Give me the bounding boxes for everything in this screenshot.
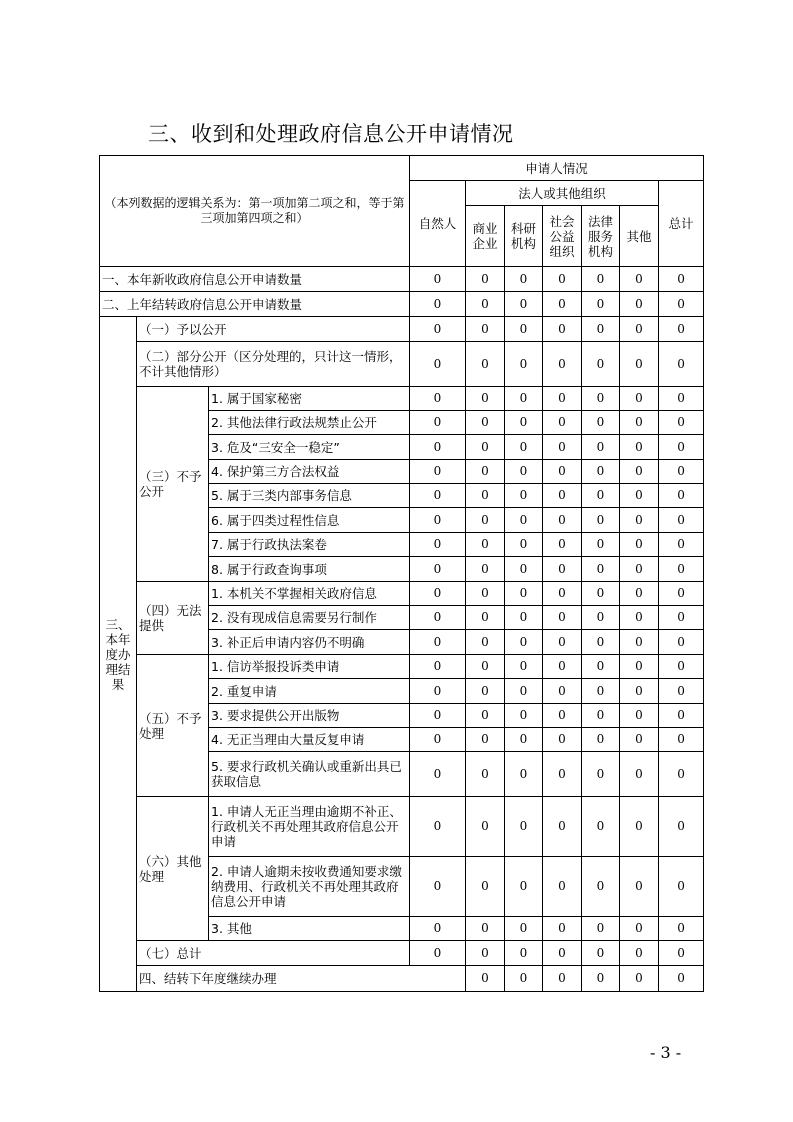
cell-value: 0 bbox=[659, 630, 704, 655]
cell-value: 0 bbox=[505, 292, 543, 317]
cell-value: 0 bbox=[466, 966, 505, 992]
cell-value: 0 bbox=[582, 966, 620, 992]
cell-value: 0 bbox=[659, 557, 704, 582]
cell-value: 0 bbox=[659, 704, 704, 728]
header-commercial: 商业企业 bbox=[466, 206, 505, 267]
table-row bbox=[100, 966, 704, 992]
cell-value: 0 bbox=[410, 460, 466, 484]
cell-value: 0 bbox=[466, 752, 505, 797]
cell-value: 0 bbox=[505, 533, 543, 557]
cell-value: 0 bbox=[466, 728, 505, 752]
cell-value: 0 bbox=[620, 752, 659, 797]
group-label: （六）其他处理 bbox=[137, 797, 209, 941]
cell-value: 0 bbox=[505, 387, 543, 411]
cell-value: 0 bbox=[582, 292, 620, 317]
row-label: 2. 重复申请 bbox=[209, 679, 410, 704]
cell-value: 0 bbox=[620, 606, 659, 630]
cell-value: 0 bbox=[505, 508, 543, 533]
header-note: （本列数据的逻辑关系为：第一项加第二项之和，等于第三项加第四项之和） bbox=[100, 156, 410, 267]
cell-value: 0 bbox=[543, 484, 582, 508]
cell-value: 0 bbox=[410, 267, 466, 292]
cell-value: 0 bbox=[543, 966, 582, 992]
cell-value: 0 bbox=[620, 508, 659, 533]
cell-value: 0 bbox=[620, 317, 659, 342]
cell-value: 0 bbox=[543, 533, 582, 557]
cell-value: 0 bbox=[505, 728, 543, 752]
cell-value: 0 bbox=[543, 630, 582, 655]
cell-value: 0 bbox=[620, 411, 659, 435]
table-row bbox=[100, 655, 704, 679]
cell-value: 0 bbox=[466, 292, 505, 317]
cell-value: 0 bbox=[410, 435, 466, 460]
cell-value: 0 bbox=[505, 630, 543, 655]
cell-value: 0 bbox=[582, 857, 620, 917]
cell-value: 0 bbox=[466, 317, 505, 342]
cell-value: 0 bbox=[620, 655, 659, 679]
cell-value: 0 bbox=[543, 508, 582, 533]
cell-value: 0 bbox=[582, 606, 620, 630]
cell-value: 0 bbox=[582, 460, 620, 484]
cell-value: 0 bbox=[505, 435, 543, 460]
cell-value: 0 bbox=[410, 508, 466, 533]
cell-value: 0 bbox=[505, 267, 543, 292]
cell-value: 0 bbox=[659, 342, 704, 387]
cell-value: 0 bbox=[620, 966, 659, 992]
cell-value: 0 bbox=[543, 728, 582, 752]
cell-value: 0 bbox=[505, 917, 543, 941]
table-row bbox=[100, 797, 704, 857]
header-applicant: 申请人情况 bbox=[410, 156, 704, 181]
row-label: 1. 信访举报投诉类申请 bbox=[209, 655, 410, 679]
row-label: 3. 补正后申请内容仍不明确 bbox=[209, 630, 410, 655]
row-label: 3. 其他 bbox=[209, 917, 410, 941]
row-label: 5. 要求行政机关确认或重新出具已获取信息 bbox=[209, 752, 410, 797]
cell-value: 0 bbox=[505, 606, 543, 630]
cell-value: 0 bbox=[410, 704, 466, 728]
cell-value: 0 bbox=[505, 966, 543, 992]
cell-value: 0 bbox=[659, 606, 704, 630]
section3-label: 三、本年度办理结果 bbox=[100, 317, 137, 992]
cell-value: 0 bbox=[505, 655, 543, 679]
cell-value: 0 bbox=[659, 797, 704, 857]
header-social-welfare: 社会公益组织 bbox=[543, 206, 582, 267]
cell-value: 0 bbox=[410, 411, 466, 435]
cell-value: 0 bbox=[659, 411, 704, 435]
cell-value: 0 bbox=[543, 655, 582, 679]
cell-value: 0 bbox=[659, 728, 704, 752]
cell-value: 0 bbox=[620, 342, 659, 387]
cell-value: 0 bbox=[582, 557, 620, 582]
row-label: 5. 属于三类内部事务信息 bbox=[209, 484, 410, 508]
cell-value: 0 bbox=[466, 917, 505, 941]
cell-value: 0 bbox=[505, 460, 543, 484]
cell-value: 0 bbox=[466, 941, 505, 966]
cell-value: 0 bbox=[659, 435, 704, 460]
row-label: 3. 危及“三安全一稳定” bbox=[209, 435, 410, 460]
cell-value: 0 bbox=[543, 267, 582, 292]
cell-value: 0 bbox=[466, 630, 505, 655]
cell-value: 0 bbox=[410, 857, 466, 917]
cell-value: 0 bbox=[466, 484, 505, 508]
cell-value: 0 bbox=[410, 317, 466, 342]
cell-value: 0 bbox=[466, 857, 505, 917]
cell-value: 0 bbox=[466, 508, 505, 533]
cell-value: 0 bbox=[620, 292, 659, 317]
cell-value: 0 bbox=[543, 704, 582, 728]
cell-value: 0 bbox=[410, 387, 466, 411]
cell-value: 0 bbox=[505, 411, 543, 435]
cell-value: 0 bbox=[410, 606, 466, 630]
table-row bbox=[100, 292, 704, 317]
cell-value: 0 bbox=[582, 630, 620, 655]
cell-value: 0 bbox=[410, 292, 466, 317]
cell-value: 0 bbox=[582, 704, 620, 728]
table-row bbox=[100, 582, 704, 606]
row-label: 6. 属于四类过程性信息 bbox=[209, 508, 410, 533]
cell-value: 0 bbox=[582, 752, 620, 797]
cell-value: 0 bbox=[410, 797, 466, 857]
cell-value: 0 bbox=[543, 411, 582, 435]
header-legal-person-group: 法人或其他组织 bbox=[466, 181, 659, 206]
row-label: 3. 要求提供公开出版物 bbox=[209, 704, 410, 728]
cell-value: 0 bbox=[659, 857, 704, 917]
cell-value: 0 bbox=[466, 655, 505, 679]
row-label: 8. 属于行政查询事项 bbox=[209, 557, 410, 582]
table-row bbox=[100, 387, 704, 411]
cell-value: 0 bbox=[582, 484, 620, 508]
cell-value: 0 bbox=[410, 679, 466, 704]
cell-value: 0 bbox=[659, 533, 704, 557]
table-row bbox=[100, 267, 704, 292]
header-natural-person: 自然人 bbox=[410, 181, 466, 267]
cell-value: 0 bbox=[543, 606, 582, 630]
row-label: （二）部分公开（区分处理的，只计这一情形，不计其他情形） bbox=[137, 342, 410, 387]
header-total: 总计 bbox=[659, 181, 704, 267]
cell-value: 0 bbox=[582, 342, 620, 387]
cell-value: 0 bbox=[582, 533, 620, 557]
header-research: 科研机构 bbox=[505, 206, 543, 267]
cell-value: 0 bbox=[659, 679, 704, 704]
cell-value: 0 bbox=[582, 797, 620, 857]
group-label: （四）无法提供 bbox=[137, 582, 209, 655]
cell-value: 0 bbox=[620, 267, 659, 292]
row-label: （一）予以公开 bbox=[137, 317, 410, 342]
cell-value: 0 bbox=[410, 941, 466, 966]
cell-value: 0 bbox=[543, 797, 582, 857]
cell-value: 0 bbox=[505, 752, 543, 797]
group-label: （三）不予公开 bbox=[137, 387, 209, 582]
cell-value: 0 bbox=[543, 317, 582, 342]
cell-value: 0 bbox=[659, 292, 704, 317]
cell-value: 0 bbox=[659, 317, 704, 342]
table-row bbox=[100, 317, 704, 342]
cell-value: 0 bbox=[505, 679, 543, 704]
cell-value: 0 bbox=[582, 317, 620, 342]
cell-value: 0 bbox=[466, 435, 505, 460]
cell-value: 0 bbox=[620, 533, 659, 557]
cell-value: 0 bbox=[410, 557, 466, 582]
table-row bbox=[100, 941, 704, 966]
row-label: 4. 无正当理由大量反复申请 bbox=[209, 728, 410, 752]
cell-value: 0 bbox=[466, 606, 505, 630]
cell-value: 0 bbox=[505, 317, 543, 342]
cell-value: 0 bbox=[582, 387, 620, 411]
row-label: 1. 本机关不掌握相关政府信息 bbox=[209, 582, 410, 606]
cell-value: 0 bbox=[505, 342, 543, 387]
cell-value: 0 bbox=[659, 917, 704, 941]
cell-value: 0 bbox=[466, 533, 505, 557]
cell-value: 0 bbox=[659, 966, 704, 992]
row-label: 2. 没有现成信息需要另行制作 bbox=[209, 606, 410, 630]
row-label: 2. 其他法律行政法规禁止公开 bbox=[209, 411, 410, 435]
cell-value: 0 bbox=[620, 941, 659, 966]
cell-value: 0 bbox=[620, 704, 659, 728]
cell-value: 0 bbox=[582, 679, 620, 704]
cell-value: 0 bbox=[410, 752, 466, 797]
cell-value: 0 bbox=[620, 857, 659, 917]
cell-value: 0 bbox=[582, 267, 620, 292]
cell-value: 0 bbox=[659, 267, 704, 292]
cell-value: 0 bbox=[505, 857, 543, 917]
page-number: - 3 - bbox=[650, 1043, 682, 1062]
cell-value: 0 bbox=[410, 917, 466, 941]
row-label: 2. 申请人逾期未按收费通知要求缴纳费用、行政机关不再处理其政府信息公开申请 bbox=[209, 857, 410, 917]
cell-value: 0 bbox=[582, 941, 620, 966]
cell-value: 0 bbox=[505, 941, 543, 966]
cell-value: 0 bbox=[466, 557, 505, 582]
cell-value: 0 bbox=[410, 582, 466, 606]
cell-value: 0 bbox=[466, 679, 505, 704]
row-label: 7. 属于行政执法案卷 bbox=[209, 533, 410, 557]
cell-value: 0 bbox=[582, 508, 620, 533]
cell-value: 0 bbox=[543, 292, 582, 317]
cell-value: 0 bbox=[659, 582, 704, 606]
cell-value: 0 bbox=[410, 342, 466, 387]
cell-value: 0 bbox=[543, 752, 582, 797]
cell-value: 0 bbox=[466, 267, 505, 292]
cell-value: 0 bbox=[620, 387, 659, 411]
cell-value: 0 bbox=[659, 941, 704, 966]
row-label: （七）总计 bbox=[137, 941, 410, 966]
cell-value: 0 bbox=[410, 630, 466, 655]
cell-value: 0 bbox=[505, 704, 543, 728]
cell-value: 0 bbox=[582, 582, 620, 606]
header-legal-service: 法律服务机构 bbox=[582, 206, 620, 267]
cell-value: 0 bbox=[543, 582, 582, 606]
row-label: 4. 保护第三方合法权益 bbox=[209, 460, 410, 484]
cell-value: 0 bbox=[582, 917, 620, 941]
header-other: 其他 bbox=[620, 206, 659, 267]
row-label: 二、上年结转政府信息公开申请数量 bbox=[100, 292, 410, 317]
cell-value: 0 bbox=[659, 484, 704, 508]
cell-value: 0 bbox=[659, 752, 704, 797]
row-label: 一、本年新收政府信息公开申请数量 bbox=[100, 267, 410, 292]
group-label: （五）不予处理 bbox=[137, 655, 209, 797]
cell-value: 0 bbox=[543, 435, 582, 460]
cell-value: 0 bbox=[410, 728, 466, 752]
cell-value: 0 bbox=[505, 797, 543, 857]
cell-value: 0 bbox=[620, 435, 659, 460]
cell-value: 0 bbox=[543, 387, 582, 411]
cell-value: 0 bbox=[466, 704, 505, 728]
cell-value: 0 bbox=[466, 460, 505, 484]
cell-value: 0 bbox=[410, 533, 466, 557]
cell-value: 0 bbox=[620, 582, 659, 606]
cell-value: 0 bbox=[620, 917, 659, 941]
cell-value: 0 bbox=[543, 917, 582, 941]
cell-value: 0 bbox=[505, 582, 543, 606]
cell-value: 0 bbox=[543, 941, 582, 966]
disclosure-table bbox=[99, 155, 704, 992]
cell-value: 0 bbox=[620, 557, 659, 582]
cell-value: 0 bbox=[505, 557, 543, 582]
cell-value: 0 bbox=[466, 387, 505, 411]
cell-value: 0 bbox=[620, 484, 659, 508]
cell-value: 0 bbox=[466, 411, 505, 435]
cell-value: 0 bbox=[543, 460, 582, 484]
cell-value: 0 bbox=[659, 655, 704, 679]
cell-value: 0 bbox=[659, 460, 704, 484]
cell-value: 0 bbox=[620, 460, 659, 484]
cell-value: 0 bbox=[410, 484, 466, 508]
cell-value: 0 bbox=[582, 655, 620, 679]
cell-value: 0 bbox=[543, 342, 582, 387]
cell-value: 0 bbox=[466, 797, 505, 857]
page-title: 三、收到和处理政府信息公开申请情况 bbox=[148, 122, 514, 146]
cell-value: 0 bbox=[620, 797, 659, 857]
cell-value: 0 bbox=[659, 508, 704, 533]
cell-value: 0 bbox=[543, 557, 582, 582]
cell-value: 0 bbox=[620, 679, 659, 704]
row-label: 1. 申请人无正当理由逾期不补正、行政机关不再处理其政府信息公开申请 bbox=[209, 797, 410, 857]
cell-value: 0 bbox=[543, 679, 582, 704]
cell-value: 0 bbox=[659, 387, 704, 411]
cell-value: 0 bbox=[410, 655, 466, 679]
cell-value: 0 bbox=[505, 484, 543, 508]
cell-value: 0 bbox=[620, 728, 659, 752]
cell-value: 0 bbox=[582, 435, 620, 460]
cell-value: 0 bbox=[582, 728, 620, 752]
row-label: 1. 属于国家秘密 bbox=[209, 387, 410, 411]
cell-value: 0 bbox=[466, 582, 505, 606]
cell-value: 0 bbox=[543, 857, 582, 917]
cell-value: 0 bbox=[582, 411, 620, 435]
cell-value: 0 bbox=[466, 342, 505, 387]
cell-value: 0 bbox=[620, 630, 659, 655]
table-row bbox=[100, 342, 704, 387]
row-label: 四、结转下年度继续办理 bbox=[137, 966, 466, 992]
